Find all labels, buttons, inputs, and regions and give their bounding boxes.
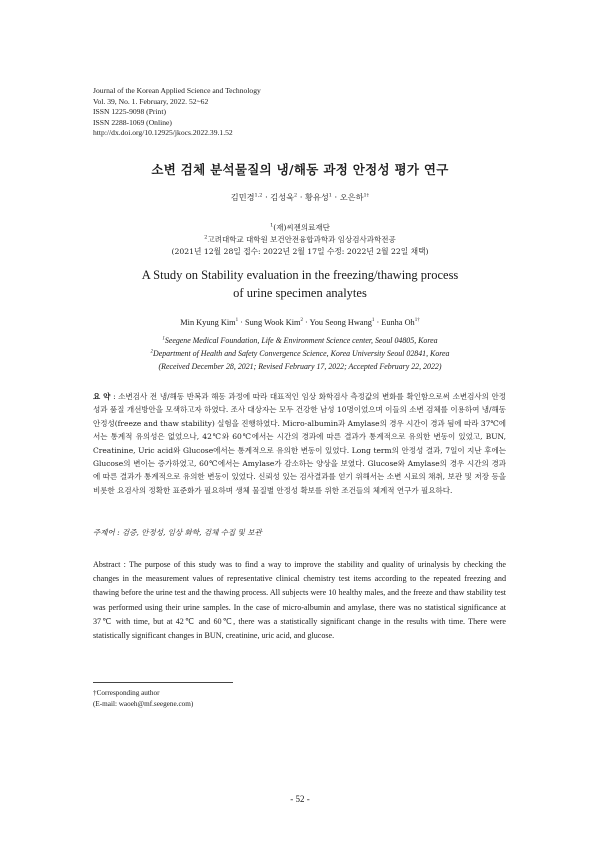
author-name: You Seong Hwang <box>309 318 372 327</box>
english-dates: (Received December 28, 2021; Revised February 17, 2022; Accepted February 22, 2022) <box>158 362 442 371</box>
author-name: 김민경 <box>230 192 255 202</box>
author-separator: · <box>297 192 306 202</box>
affiliation-text: Department of Health and Safety Convergence Science, Korea University Seoul 02841, Korea <box>153 349 450 358</box>
author-sup: 1† <box>414 318 420 324</box>
author-sup: 1† <box>363 192 370 199</box>
affiliation-text: (재)씨젠의료재단 <box>273 223 330 232</box>
author-sup: 1 <box>328 192 332 199</box>
affiliation-text: 고려대학교 대학원 보건안전융합과학과 임상검사과학전공 <box>207 235 396 244</box>
korean-dates: (2021년 12월 28일 접수: 2022년 2월 17일 수정: 2022년 2월 22일 채택) <box>171 247 429 256</box>
author-name: 김성욱 <box>270 192 295 202</box>
korean-abstract <box>93 390 506 497</box>
affiliation-sup: 2 <box>204 234 208 241</box>
author-sup: 1 <box>235 318 239 324</box>
korean-abstract-label: 요 약 <box>93 392 111 401</box>
korean-affiliation-1 <box>0 222 600 233</box>
author-name: Min Kyung Kim <box>180 318 236 327</box>
corresponding-email[interactable]: (E-mail: waoeh@mf.seegene.com) <box>93 700 194 708</box>
doi-link[interactable]: http://dx.doi.org/10.12925/jkocs.2022.39.1.52 <box>93 128 233 138</box>
affiliation-sup: 1 <box>162 336 165 342</box>
issn-online: ISSN 2288-1069 (Online) <box>93 117 172 127</box>
journal-volume: Vol. 39, No. 1. February, 2022. 52~62 <box>93 96 209 106</box>
author-name: Eunha Oh <box>381 318 415 327</box>
korean-abstract-text: : 소변검사 전 냉/해동 반복과 해동 과정에 따라 대표적인 임상 화학검사 측정값의 변화를 확인함으로써 소변검사의 안정성과 품질 개선방안을 모색하고자 하였다. 조사 대상자는 모두 건강한 남성 10명이었으며 이들의 소변 검체를 이용하여 냉/해동 안정성(freeze and thaw stability) 실험을 진행하였다. Micro-albumin과 Amylase의 경우 시간이 경과 됨에 따라 37℃에서는 통계적 유의성은 없었으나, 42℃와 60℃에서는 시간의 경과에 따른 결과가 통계적으로 유의한 변동이 있었고, BUN, Creatinine, Uric acid와 Glucose에서는 통계적으로 유의한 변동이 있었다. Long term의 안정성 결과, 7일이 지난 후에는 Glucose의 변이는 증가하였고, 60℃에서는 Amylase가 감소하는 양상을 보였다. Glucose와 Amylase의 경우 시간의 경과에 따른 결과가 통계적으로 유의한 변동이 있었다. 신뢰성 있는 검사결과를 얻기 위해서는 소변 시료의 채취, 보관 및 저장 등을 비롯한 요검사의 정확한 표준화가 필요하며 생체 물질별 안정성 확보를 위한 조건들의 체계적 연구가 필요하다. <box>93 392 507 495</box>
footnote <box>93 688 193 710</box>
author-separator: · <box>262 192 271 202</box>
english-abstract: Abstract : The purpose of this study was to find a way to improve the stability and quality of urinalysis by checking the changes in the measurement values of representative clinical chemistry test items according to the repeated freezing and thawing before the urine test and the thawing process. All subjects were 10 healthy males, and the freeze and thaw stability test was performed using their urine samples. In the case of micro-albumin and amylase, there was no statistical significance at 37℃ with time, but at 42℃ and 60℃, there was a statistically significant change in the results with time. There were statistically significant changes in BUN, creatinine, uric acid, and glucose. <box>93 560 506 641</box>
author-separator: · <box>331 192 340 202</box>
author-sup: 2 <box>300 318 303 324</box>
korean-title: 소변 검체 분석물질의 냉/해동 과정 안정성 평가 연구 <box>151 162 449 177</box>
author-name: Sung Wook Kim <box>245 318 301 327</box>
english-affiliation-2 <box>0 349 600 358</box>
english-authors <box>0 318 600 327</box>
author-sup: 1,2 <box>254 192 263 199</box>
journal-header <box>93 86 261 139</box>
english-title <box>0 266 600 302</box>
author-name: 오은하 <box>339 192 364 202</box>
author-separator: · <box>374 318 382 327</box>
journal-name: Journal of the Korean Applied Science and Technology <box>93 86 261 95</box>
author-name: 황유성 <box>305 192 329 202</box>
korean-affiliation-2 <box>0 234 600 245</box>
affiliation-text: Seegene Medical Foundation, Life & Environment Science center, Seoul 04805, Korea <box>164 336 438 345</box>
korean-keywords: 주제어 : 검증, 안정성, 임상 화학, 검체 수집 및 보관 <box>93 528 262 537</box>
english-affiliation-1 <box>0 336 600 345</box>
author-separator: · <box>238 318 246 327</box>
affiliation-sup: 2 <box>150 349 153 355</box>
affiliation-sup: 1 <box>270 222 274 229</box>
corresponding-author: †Corresponding author <box>93 689 160 697</box>
author-sup: 2 <box>294 192 298 199</box>
english-title-line-1: A Study on Stability evaluation in the freezing/thawing process <box>141 268 459 282</box>
issn-print: ISSN 1225-9098 (Print) <box>93 107 166 117</box>
author-sup: 1 <box>371 318 375 324</box>
footnote-divider <box>93 682 233 683</box>
author-separator: · <box>302 318 310 327</box>
page-number: - 52 - <box>290 794 310 804</box>
english-title-line-2: of urine specimen analytes <box>233 286 367 300</box>
korean-authors <box>0 192 600 203</box>
